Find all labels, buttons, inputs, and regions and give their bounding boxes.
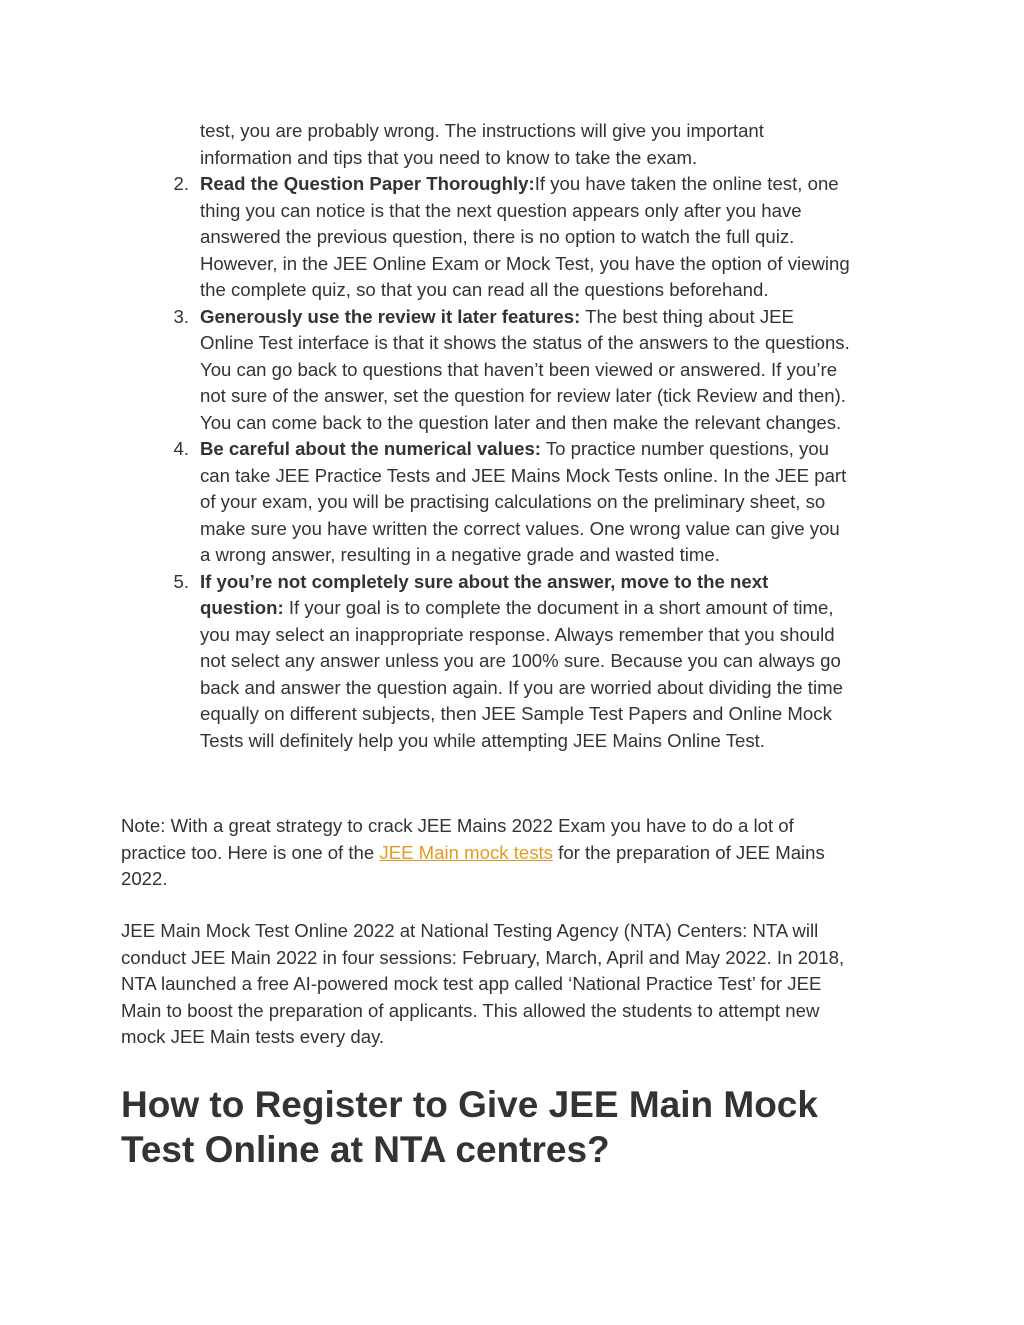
nta-paragraph-line: mock JEE Main tests every day. bbox=[121, 1026, 385, 1047]
list-item-5 bbox=[173, 569, 912, 755]
note-paragraph bbox=[121, 813, 911, 893]
list-item-first-line bbox=[200, 304, 912, 331]
list-item-line: thing you can notice is that the next question appears only after you have bbox=[200, 199, 802, 221]
note-line: Note: With a great strategy to crack JEE Mains 2022 Exam you have to do a lot of bbox=[121, 815, 794, 836]
list-item-line: back and answer the question again. If you are worried about dividing the time bbox=[200, 676, 843, 698]
list-item-text: If your goal is to complete the document in a short amount of time, bbox=[283, 597, 834, 618]
list-item-line: not sure of the answer, set the question for review later (tick Review and then). bbox=[200, 385, 846, 406]
numbered-list bbox=[173, 118, 912, 754]
list-item-first-line bbox=[200, 436, 912, 463]
note-line bbox=[121, 840, 911, 867]
note-line: 2022. bbox=[121, 868, 168, 889]
list-item-4 bbox=[173, 436, 912, 569]
list-item-line: answered the previous question, there is no option to watch the full quiz. bbox=[200, 226, 795, 247]
list-item-heading: Be careful about the numerical values: bbox=[200, 438, 541, 459]
list-item-line: the complete quiz, so that you can read all the questions beforehand. bbox=[200, 279, 769, 300]
list-item-3 bbox=[173, 304, 912, 437]
list-item-first-line bbox=[200, 171, 912, 198]
list-item-heading-continued: question: bbox=[200, 597, 284, 618]
nta-paragraph bbox=[121, 918, 911, 1051]
list-item-line: not select any answer unless you are 100% sure. Because you can always go bbox=[200, 650, 841, 671]
nta-paragraph-line: NTA launched a free AI-powered mock test app called ‘National Practice Test’ for JEE bbox=[121, 973, 822, 994]
list-item-line: Tests will definitely help you while attempting JEE Mains Online Test. bbox=[200, 729, 765, 751]
list-item-second-line bbox=[200, 595, 912, 622]
list-item-2 bbox=[173, 171, 912, 304]
jee-main-mock-tests-link[interactable]: JEE Main mock tests bbox=[379, 841, 553, 863]
list-item-number: 4. bbox=[173, 438, 189, 459]
list-item-heading: Generously use the review it later features: bbox=[200, 305, 581, 327]
section-heading bbox=[121, 1082, 911, 1172]
note-text: practice too. Here is one of the bbox=[121, 841, 380, 863]
section-heading-line: Test Online at NTA centres? bbox=[121, 1129, 610, 1170]
nta-paragraph-line: JEE Main Mock Test Online 2022 at National Testing Agency (NTA) Centers: NTA will bbox=[121, 920, 819, 941]
nta-paragraph-line: Main to boost the preparation of applicants. This allowed the students to attempt new bbox=[121, 999, 820, 1021]
section-heading-line: How to Register to Give JEE Main Mock bbox=[121, 1084, 818, 1125]
list-item-1-continuation-line: test, you are probably wrong. The instructions will give you important bbox=[200, 120, 764, 141]
list-item-number: 5. bbox=[173, 570, 189, 592]
list-item-line: can take JEE Practice Tests and JEE Mains Mock Tests online. In the JEE part bbox=[200, 464, 847, 486]
list-item-heading: If you’re not completely sure about the answer, move to the next bbox=[200, 570, 769, 592]
list-item-line: You can go back to questions that haven’t been viewed or answered. If you’re bbox=[200, 358, 838, 380]
list-item-text: If you have taken the online test, one bbox=[534, 173, 839, 194]
list-item-line: of your exam, you will be practising calculations on the preliminary sheet, so bbox=[200, 491, 826, 512]
list-item-line: you may select an inappropriate response. Always remember that you should bbox=[200, 623, 835, 645]
list-item-line: However, in the JEE Online Exam or Mock Test, you have the option of viewing bbox=[200, 252, 850, 274]
list-item-text: To practice number questions, you bbox=[541, 438, 830, 459]
list-item-number: 3. bbox=[173, 305, 189, 327]
nta-paragraph-line: conduct JEE Main 2022 in four sessions: February, March, April and May 2022. In 2018, bbox=[121, 946, 845, 968]
list-item-heading: Read the Question Paper Thoroughly: bbox=[200, 173, 535, 194]
list-item-line: You can come back to the question later and then make the relevant changes. bbox=[200, 411, 842, 433]
list-item-text: The best thing about JEE bbox=[580, 305, 794, 327]
list-item-first-line bbox=[200, 569, 912, 596]
list-item-number: 2. bbox=[173, 173, 189, 194]
list-item-line: Online Test interface is that it shows the status of the answers to the questions. bbox=[200, 332, 850, 353]
list-item-line: equally on different subjects, then JEE Sample Test Papers and Online Mock bbox=[200, 703, 832, 724]
note-text: for the preparation of JEE Mains bbox=[552, 841, 825, 863]
list-item-line: a wrong answer, resulting in a negative grade and wasted time. bbox=[200, 544, 720, 565]
list-item-1-continuation-line: information and tips that you need to know to take the exam. bbox=[200, 146, 698, 168]
list-item-line: make sure you have written the correct values. One wrong value can give you bbox=[200, 517, 840, 539]
